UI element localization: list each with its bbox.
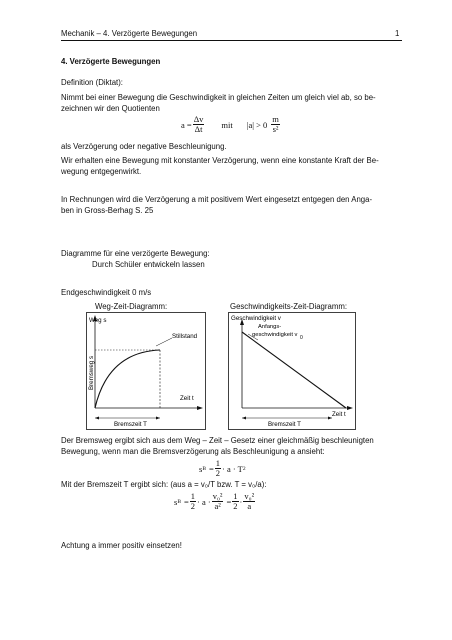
formula-unit-den: s² bbox=[272, 124, 279, 134]
diagram1-annotation: Stillstand bbox=[172, 333, 198, 340]
diagrams-by: Durch Schüler entwickeln lassen bbox=[92, 260, 205, 269]
formula-braking-distance-2 bbox=[174, 492, 256, 511]
paragraph4-line1: Der Bremsweg ergibt sich aus dem Weg – Zeit – Gesetz einer gleichmäßig beschleunigten bbox=[61, 436, 374, 445]
diagram2-x-bracket-label: Bremszeit T bbox=[268, 421, 301, 428]
formula2-rhs: · a · T bbox=[222, 463, 243, 474]
paragraph3-line1: In Rechnungen wird die Verzögerung a mit positivem Wert eingesetzt entgegen den Anga- bbox=[61, 195, 373, 204]
final-note: Achtung a immer positiv einsetzen! bbox=[61, 541, 182, 550]
formula2-den: 2 bbox=[215, 468, 221, 478]
diagram2-caption: Geschwindigkeits-Zeit-Diagramm: bbox=[230, 302, 347, 311]
diagram1-caption: Weg-Zeit-Diagramm: bbox=[95, 302, 168, 311]
diagram2-line bbox=[242, 332, 346, 408]
diagram1-frame bbox=[87, 313, 206, 430]
definition-label: Definition (Diktat): bbox=[61, 78, 123, 87]
header-rule bbox=[61, 40, 402, 41]
diagram2-annotation-line1: Anfangs- bbox=[258, 324, 282, 330]
diagram2-x-arrow bbox=[347, 406, 353, 410]
formula3-f3-den: 2 bbox=[233, 501, 238, 511]
page-number: 1 bbox=[395, 29, 400, 38]
formula2-lhs: s bbox=[199, 463, 203, 474]
formula3-fraction2 bbox=[212, 492, 224, 511]
formula3-f2-num: v₀² bbox=[212, 491, 223, 501]
formula2-lhs-sub: B bbox=[202, 465, 206, 472]
formula-braking-distance-1 bbox=[199, 459, 246, 478]
diagram1-y-axis-label: Bremsweg s bbox=[88, 355, 95, 390]
end-velocity: Endgeschwindigkeit 0 m/s bbox=[61, 288, 152, 297]
formula3-lhs: s bbox=[174, 496, 178, 507]
formula-unit bbox=[271, 115, 280, 134]
diagram2-y-label-top: Geschwindigkeit v bbox=[231, 315, 281, 322]
diagram1-x-bracket-label: Bremszeit T bbox=[114, 421, 147, 428]
formula3-eq1: = bbox=[183, 496, 189, 507]
formula-fraction bbox=[193, 115, 205, 134]
formula3-fraction1 bbox=[190, 492, 196, 511]
definition-text-line1: Nimmt bei einer Bewegung die Geschwindigkeit in gleichen Zeiten um gleich viel ab, so be- bbox=[61, 93, 376, 102]
formula2-rhs-sup: 2 bbox=[242, 465, 246, 472]
diagram1-annotation-leader bbox=[156, 338, 172, 346]
diagram1-x-label: Zeit t bbox=[180, 395, 194, 402]
paragraph2-line2: wegung entgegenwirkt. bbox=[61, 167, 142, 176]
formula3-f3-num: 1 bbox=[233, 491, 238, 501]
distance-time-diagram bbox=[86, 312, 206, 430]
formula2-eq: = bbox=[208, 463, 214, 474]
section-title: 4. Verzögerte Bewegungen bbox=[61, 57, 161, 66]
formula3-f1-num: 1 bbox=[190, 491, 196, 501]
diagram2-annotation-sub: 0 bbox=[300, 335, 303, 341]
diagram1-bracket-left bbox=[95, 417, 99, 420]
formula3-fraction4 bbox=[243, 492, 255, 511]
formula-numerator: Δv bbox=[193, 114, 204, 124]
diagram2-bracket-left bbox=[242, 417, 246, 420]
paragraph3-line2: ben in Gross-Berhag S. 25 bbox=[61, 206, 154, 215]
diagrams-intro: Diagramme für eine verzögerte Bewegung: bbox=[61, 249, 210, 258]
formula3-dot: · bbox=[239, 496, 243, 507]
paragraph2-line1: Wir erhalten eine Bewegung mit konstanter Verzögerung, wenn eine konstante Kraft der Be- bbox=[61, 156, 379, 165]
formula-denominator: Δt bbox=[194, 124, 203, 134]
formula3-f4-num: v₀² bbox=[244, 491, 255, 501]
formula3-mid: · a · bbox=[197, 496, 211, 507]
diagram1-x-arrow bbox=[197, 406, 203, 410]
formula-lhs: a = bbox=[181, 119, 192, 130]
diagram1-curve bbox=[95, 350, 160, 408]
formula3-eq2: = bbox=[226, 496, 232, 507]
after-formula-text: als Verzögerung oder negative Beschleunigung. bbox=[61, 142, 227, 151]
formula-deceleration bbox=[181, 115, 281, 134]
diagram2-annotation-line2: geschwindigkeit v bbox=[252, 332, 298, 338]
paragraph4-line2: Bewegung, wenn man die Bremsverzögerung als Beschleunigung a ansieht: bbox=[61, 447, 325, 456]
formula2-num: 1 bbox=[215, 458, 221, 468]
velocity-time-diagram bbox=[228, 312, 356, 430]
diagram1-y-label-top: Weg s bbox=[89, 317, 107, 324]
formula3-fraction3 bbox=[232, 492, 238, 511]
formula-unit-num: m bbox=[272, 114, 279, 124]
formula3-f1-den: 2 bbox=[190, 501, 196, 511]
diagram1-bracket-right bbox=[156, 417, 160, 420]
header-title: Mechanik – 4. Verzögerte Bewegungen bbox=[61, 29, 198, 38]
formula3-f2-den: a² bbox=[214, 501, 221, 511]
formula-mit: mit bbox=[221, 119, 233, 130]
formula-condition: |a| > 0 bbox=[246, 119, 268, 130]
diagram2-x-label: Zeit t bbox=[332, 411, 346, 418]
formula3-lhs-sub: B bbox=[177, 498, 181, 505]
paragraph5: Mit der Bremszeit T ergibt sich: (aus a = v₀/T bzw. T = v₀/a): bbox=[61, 480, 267, 489]
definition-text-line2: zeichnen wir den Quotienten bbox=[61, 104, 160, 113]
formula3-f4-den: a bbox=[247, 501, 252, 511]
formula2-fraction bbox=[215, 459, 221, 478]
